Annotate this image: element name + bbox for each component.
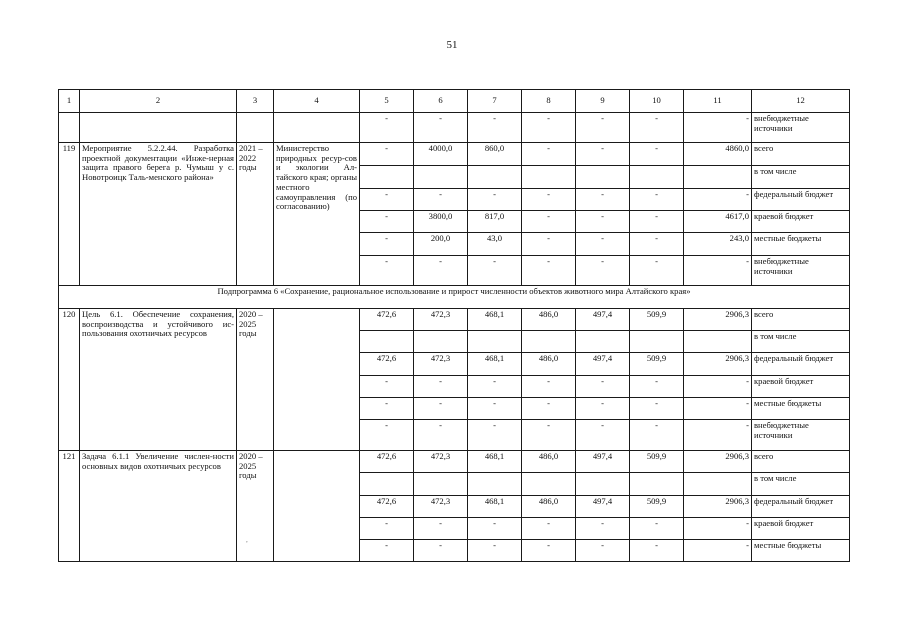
- m119-line-4-value-col10: -: [630, 233, 684, 256]
- m119-line-5-value-col11: -: [684, 256, 752, 286]
- m119-line-3-value-col6: 3800,0: [414, 211, 468, 233]
- m120-line-5-value-col6: -: [414, 420, 468, 451]
- m120-line-0-value-col10: 509,9: [630, 309, 684, 331]
- header-cell-10: 10: [630, 90, 684, 113]
- m119-line-3-value-col11: 4617,0: [684, 211, 752, 233]
- m121-line-2-value-col10: 509,9: [630, 496, 684, 518]
- m119-line-0-value-col8: -: [522, 143, 576, 166]
- m119-line-5-value-col10: -: [630, 256, 684, 286]
- m119-line-2-value-col8: -: [522, 189, 576, 211]
- m119-line-1-source: в том числе: [752, 166, 850, 189]
- m119-line-5-value-col6: -: [414, 256, 468, 286]
- m119-line-0-value-col5: -: [360, 143, 414, 166]
- row-number: 120: [59, 309, 80, 451]
- m120-line-0-value-col5: 472,6: [360, 309, 414, 331]
- budget-table: [58, 89, 850, 562]
- m119-line-2-value-col7: -: [468, 189, 522, 211]
- header-cell-11: 11: [684, 90, 752, 113]
- m120-line-3-value-col10: -: [630, 376, 684, 398]
- m119-line-4-value-col7: 43,0: [468, 233, 522, 256]
- m120-line-3-value-col9: -: [576, 376, 630, 398]
- m119-line-3-source: краевой бюджет: [752, 211, 850, 233]
- header-cell-9: 9: [576, 90, 630, 113]
- m120-line-1-source: в том числе: [752, 331, 850, 353]
- m119-line-0-value-col6: 4000,0: [414, 143, 468, 166]
- m120-line-5-value-col9: -: [576, 420, 630, 451]
- row-number: 121: [59, 451, 80, 562]
- m121-line-3-value-col8: -: [522, 518, 576, 540]
- m119-line-5-value-col9: -: [576, 256, 630, 286]
- m120-line-0-value-col11: 2906,3: [684, 309, 752, 331]
- m119-line-1-value-col8: [522, 166, 576, 189]
- m120-line-5-value-col11: -: [684, 420, 752, 451]
- measure-name: Мероприятие 5.2.2.44. Разработка проектной документации «Инже-нерная защита правого берега р. Чумыш у с. Новотроицк Таль-менского района»: [80, 143, 237, 286]
- m120-line-4-value-col6: -: [414, 398, 468, 420]
- m121-line-2-value-col5: 472,6: [360, 496, 414, 518]
- m120-line-1-value-col9: [576, 331, 630, 353]
- m120-line-2-value-col10: 509,9: [630, 353, 684, 376]
- measure-executor: [274, 451, 360, 562]
- m120-line-1-value-col10: [630, 331, 684, 353]
- m120-line-1-value-col7: [468, 331, 522, 353]
- m119-line-2-value-col10: -: [630, 189, 684, 211]
- m121-line-4-value-col6: -: [414, 540, 468, 562]
- m121-line-4-value-col11: -: [684, 540, 752, 562]
- m120-line-4-value-col10: -: [630, 398, 684, 420]
- m119-line-2-value-col11: -: [684, 189, 752, 211]
- m120-line-1-value-col8: [522, 331, 576, 353]
- m121-line-4-value-col9: -: [576, 540, 630, 562]
- m119-line-4-value-col11: 243,0: [684, 233, 752, 256]
- m120-line-3-value-col6: -: [414, 376, 468, 398]
- m121-line-2-value-col11: 2906,3: [684, 496, 752, 518]
- m121-line-1-value-col8: [522, 473, 576, 496]
- m120-line-3-source: краевой бюджет: [752, 376, 850, 398]
- m119-line-1-value-col10: [630, 166, 684, 189]
- m121-line-0-value-col10: 509,9: [630, 451, 684, 473]
- m119-line-3-value-col8: -: [522, 211, 576, 233]
- m121-line-1-value-col10: [630, 473, 684, 496]
- m119-line-0-value-col7: 860,0: [468, 143, 522, 166]
- m120-line-3-value-col5: -: [360, 376, 414, 398]
- m120-line-4-source: местные бюджеты: [752, 398, 850, 420]
- subprogram-title: Подпрограмма 6 «Сохранение, рациональное использование и прирост численности объектов животного мира Алтайского края»: [59, 286, 850, 309]
- scan-mark: ,: [246, 536, 248, 544]
- top-row-value-col10: -: [630, 113, 684, 143]
- header-cell-5: 5: [360, 90, 414, 113]
- m121-line-2-value-col8: 486,0: [522, 496, 576, 518]
- header-cell-12: 12: [752, 90, 850, 113]
- top-row-value-col5: -: [360, 113, 414, 143]
- m119-line-3-value-col5: -: [360, 211, 414, 233]
- m121-line-4-source: местные бюджеты: [752, 540, 850, 562]
- m120-line-4-value-col11: -: [684, 398, 752, 420]
- m121-line-3-value-col9: -: [576, 518, 630, 540]
- m119-line-4-value-col5: -: [360, 233, 414, 256]
- m119-line-1-value-col7: [468, 166, 522, 189]
- row-number: 119: [59, 143, 80, 286]
- m119-line-4-value-col9: -: [576, 233, 630, 256]
- m121-line-4-value-col5: -: [360, 540, 414, 562]
- header-cell-8: 8: [522, 90, 576, 113]
- m121-line-3-value-col10: -: [630, 518, 684, 540]
- measure-period: 2021 – 2022 годы: [237, 143, 274, 286]
- top-row-value-col8: -: [522, 113, 576, 143]
- empty-cell: [237, 113, 274, 143]
- m121-line-2-source: федеральный бюджет: [752, 496, 850, 518]
- m119-line-5-source: внебюджетные источники: [752, 256, 850, 286]
- m121-line-3-source: краевой бюджет: [752, 518, 850, 540]
- m119-line-1-value-col11: [684, 166, 752, 189]
- page-number: 51: [446, 39, 458, 51]
- m120-line-4-value-col8: -: [522, 398, 576, 420]
- m121-line-0-value-col5: 472,6: [360, 451, 414, 473]
- top-row-value-col11: -: [684, 113, 752, 143]
- m120-line-1-value-col6: [414, 331, 468, 353]
- m121-line-1-value-col9: [576, 473, 630, 496]
- m120-line-2-value-col9: 497,4: [576, 353, 630, 376]
- m121-line-1-value-col5: [360, 473, 414, 496]
- m119-line-5-value-col8: -: [522, 256, 576, 286]
- m119-line-5-value-col7: -: [468, 256, 522, 286]
- m119-line-2-value-col5: -: [360, 189, 414, 211]
- m121-line-4-value-col10: -: [630, 540, 684, 562]
- top-row-value-col6: -: [414, 113, 468, 143]
- m121-line-3-value-col7: -: [468, 518, 522, 540]
- top-row-value-col9: -: [576, 113, 630, 143]
- m120-line-4-value-col7: -: [468, 398, 522, 420]
- measure-period: 2020 – 2025 годы: [237, 309, 274, 451]
- table-row: [59, 309, 850, 331]
- m121-line-3-value-col6: -: [414, 518, 468, 540]
- measure-name: Задача 6.1.1 Увеличение числен-ности основных видов охотничьих ресурсов: [80, 451, 237, 562]
- m120-line-0-value-col6: 472,3: [414, 309, 468, 331]
- m121-line-1-value-col11: [684, 473, 752, 496]
- m119-line-0-value-col11: 4860,0: [684, 143, 752, 166]
- m120-line-2-value-col7: 468,1: [468, 353, 522, 376]
- header-cell-1: 1: [59, 90, 80, 113]
- m121-line-1-source: в том числе: [752, 473, 850, 496]
- m121-line-0-value-col11: 2906,3: [684, 451, 752, 473]
- m119-line-3-value-col10: -: [630, 211, 684, 233]
- m120-line-2-value-col11: 2906,3: [684, 353, 752, 376]
- m120-line-2-value-col5: 472,6: [360, 353, 414, 376]
- m119-line-3-value-col7: 817,0: [468, 211, 522, 233]
- header-cell-7: 7: [468, 90, 522, 113]
- empty-cell: [274, 113, 360, 143]
- m119-line-2-value-col9: -: [576, 189, 630, 211]
- m119-line-4-value-col8: -: [522, 233, 576, 256]
- m120-line-3-value-col11: -: [684, 376, 752, 398]
- m119-line-2-source: федеральный бюджет: [752, 189, 850, 211]
- table-row: [59, 143, 850, 166]
- measure-executor: Министерство природных ресур-сов и экологии Ал-тайского края; органы местного самоуправления (по согласованию): [274, 143, 360, 286]
- m120-line-5-value-col8: -: [522, 420, 576, 451]
- m120-line-0-value-col8: 486,0: [522, 309, 576, 331]
- m120-line-5-source: внебюджетные источники: [752, 420, 850, 451]
- m120-line-1-value-col11: [684, 331, 752, 353]
- empty-cell: [80, 113, 237, 143]
- m120-line-3-value-col8: -: [522, 376, 576, 398]
- top-row-source: внебюджетные источники: [752, 113, 850, 143]
- m120-line-2-source: федеральный бюджет: [752, 353, 850, 376]
- header-cell-6: 6: [414, 90, 468, 113]
- m121-line-1-value-col7: [468, 473, 522, 496]
- m121-line-4-value-col7: -: [468, 540, 522, 562]
- m121-line-0-value-col7: 468,1: [468, 451, 522, 473]
- m119-line-4-value-col6: 200,0: [414, 233, 468, 256]
- m121-line-0-source: всего: [752, 451, 850, 473]
- subprogram-row: [59, 286, 850, 309]
- m120-line-4-value-col5: -: [360, 398, 414, 420]
- m120-line-0-source: всего: [752, 309, 850, 331]
- m121-line-2-value-col9: 497,4: [576, 496, 630, 518]
- table-row: [59, 113, 850, 143]
- m120-line-4-value-col9: -: [576, 398, 630, 420]
- m119-line-0-source: всего: [752, 143, 850, 166]
- table-row: [59, 451, 850, 473]
- m121-line-2-value-col6: 472,3: [414, 496, 468, 518]
- empty-cell: [59, 113, 80, 143]
- m120-line-5-value-col10: -: [630, 420, 684, 451]
- m119-line-1-value-col6: [414, 166, 468, 189]
- m121-line-4-value-col8: -: [522, 540, 576, 562]
- header-cell-3: 3: [237, 90, 274, 113]
- m121-line-3-value-col11: -: [684, 518, 752, 540]
- m120-line-1-value-col5: [360, 331, 414, 353]
- m121-line-3-value-col5: -: [360, 518, 414, 540]
- m121-line-1-value-col6: [414, 473, 468, 496]
- m121-line-2-value-col7: 468,1: [468, 496, 522, 518]
- m119-line-2-value-col6: -: [414, 189, 468, 211]
- m119-line-0-value-col9: -: [576, 143, 630, 166]
- m119-line-1-value-col9: [576, 166, 630, 189]
- m120-line-3-value-col7: -: [468, 376, 522, 398]
- m121-line-0-value-col6: 472,3: [414, 451, 468, 473]
- m119-line-3-value-col9: -: [576, 211, 630, 233]
- m121-line-0-value-col9: 497,4: [576, 451, 630, 473]
- measure-period: 2020 – 2025 годы: [237, 451, 274, 562]
- m119-line-1-value-col5: [360, 166, 414, 189]
- m120-line-0-value-col7: 468,1: [468, 309, 522, 331]
- measure-executor: [274, 309, 360, 451]
- m119-line-0-value-col10: -: [630, 143, 684, 166]
- header-cell-2: 2: [80, 90, 237, 113]
- header-cell-4: 4: [274, 90, 360, 113]
- m120-line-0-value-col9: 497,4: [576, 309, 630, 331]
- m119-line-5-value-col5: -: [360, 256, 414, 286]
- m119-line-4-source: местные бюджеты: [752, 233, 850, 256]
- m120-line-5-value-col7: -: [468, 420, 522, 451]
- m121-line-0-value-col8: 486,0: [522, 451, 576, 473]
- m120-line-2-value-col8: 486,0: [522, 353, 576, 376]
- measure-name: Цель 6.1. Обеспечение сохранения, воспроизводства и устойчивого ис-пользования охотничьих ресурсов: [80, 309, 237, 451]
- m120-line-5-value-col5: -: [360, 420, 414, 451]
- m120-line-2-value-col6: 472,3: [414, 353, 468, 376]
- top-row-value-col7: -: [468, 113, 522, 143]
- header-row: [59, 90, 850, 113]
